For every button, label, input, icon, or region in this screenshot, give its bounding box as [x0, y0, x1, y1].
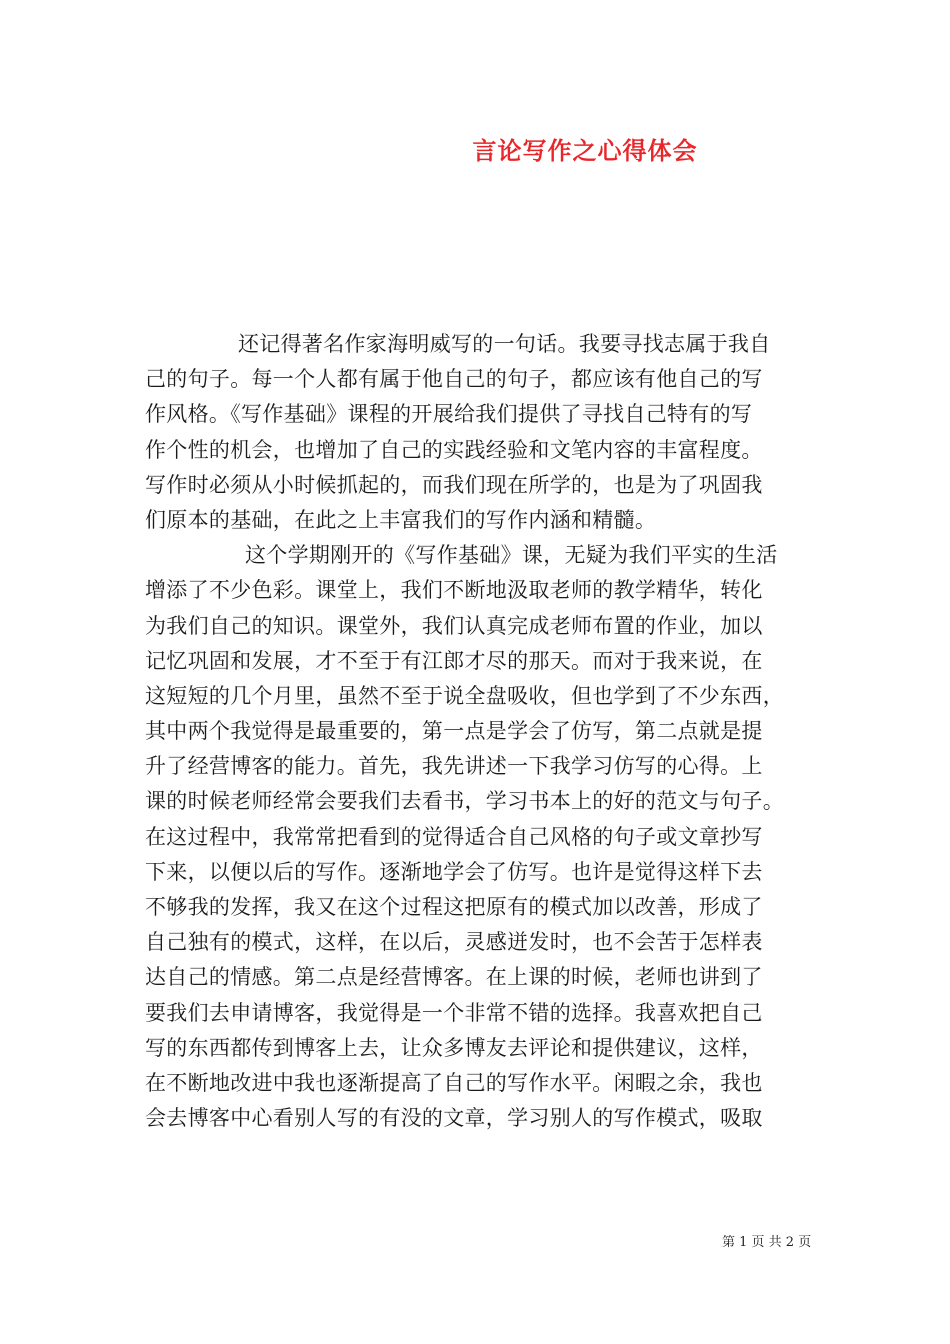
text-line: 下来，以便以后的写作。逐渐地学会了仿写。也许是觉得这样下去 — [145, 859, 763, 884]
text-line: 记忆巩固和发展，才不至于有江郎才尽的那天。而对于我来说，在 — [145, 648, 763, 673]
text-line: 会去博客中心看别人写的有没的文章，学习别人的写作模式，吸取 — [145, 1106, 763, 1131]
text-line: 作个性的机会，也增加了自己的实践经验和文笔内容的丰富程度。 — [145, 437, 763, 462]
text-line: 升了经营博客的能力。首先，我先讲述一下我学习仿写的心得。上 — [145, 754, 763, 779]
text-line: 不够我的发挥，我又在这个过程这把原有的模式加以改善，形成了 — [145, 895, 763, 919]
text-line: 们原本的基础，在此之上丰富我们的写作内涵和精髓。 — [145, 507, 657, 532]
text-line: 这短短的几个月里，虽然不至于说全盘吸收，但也学到了不少东西， — [145, 683, 784, 708]
text-line: 其中两个我觉得是最重要的，第一点是学会了仿写，第二点就是提 — [145, 719, 763, 744]
text-line: 这个学期刚开的《写作基础》课，无疑为我们平实的生活 — [245, 543, 778, 568]
text-line: 作风格。《写作基础》课程的开展给我们提供了寻找自己特有的写 — [145, 402, 753, 427]
text-line: 在这过程中，我常常把看到的觉得适合自己风格的句子或文章抄写 — [145, 824, 763, 849]
text-line: 己的句子。每一个人都有属于他自己的句子，都应该有他自己的写 — [145, 367, 763, 392]
text-line: 在不断地改进中我也逐渐提高了自己的写作水平。闲暇之余，我也 — [145, 1070, 763, 1095]
text-line: 课的时候老师经常会要我们去看书，学习书本上的好的范文与句子。 — [145, 789, 784, 814]
text-line: 自己独有的模式，这样，在以后，灵感迸发时，也不会苦于怎样表 — [145, 930, 763, 955]
text-line: 还记得著名作家海明威写的一句话。我要寻找志属于我自 — [238, 332, 771, 356]
text-line: 要我们去申请博客，我觉得是一个非常不错的选择。我喜欢把自己 — [145, 1000, 763, 1025]
page-number: 第 1 页 共 2 页 — [722, 1235, 812, 1250]
text-line: 写作时必须从小时候抓起的，而我们现在所学的，也是为了巩固我 — [145, 472, 763, 497]
document-title: 言论写作之心得体会 — [472, 136, 698, 165]
text-line: 达自己的情感。第二点是经营博客。在上课的时候，老师也讲到了 — [145, 965, 763, 990]
text-line: 增添了不少色彩。课堂上，我们不断地汲取老师的教学精华，转化 — [145, 578, 763, 603]
document-body — [145, 327, 825, 1136]
text-line: 为我们自己的知识。课堂外，我们认真完成老师布置的作业，加以 — [145, 613, 763, 638]
text-line: 写的东西都传到博客上去，让众多博友去评论和提供建议，这样， — [145, 1035, 763, 1060]
